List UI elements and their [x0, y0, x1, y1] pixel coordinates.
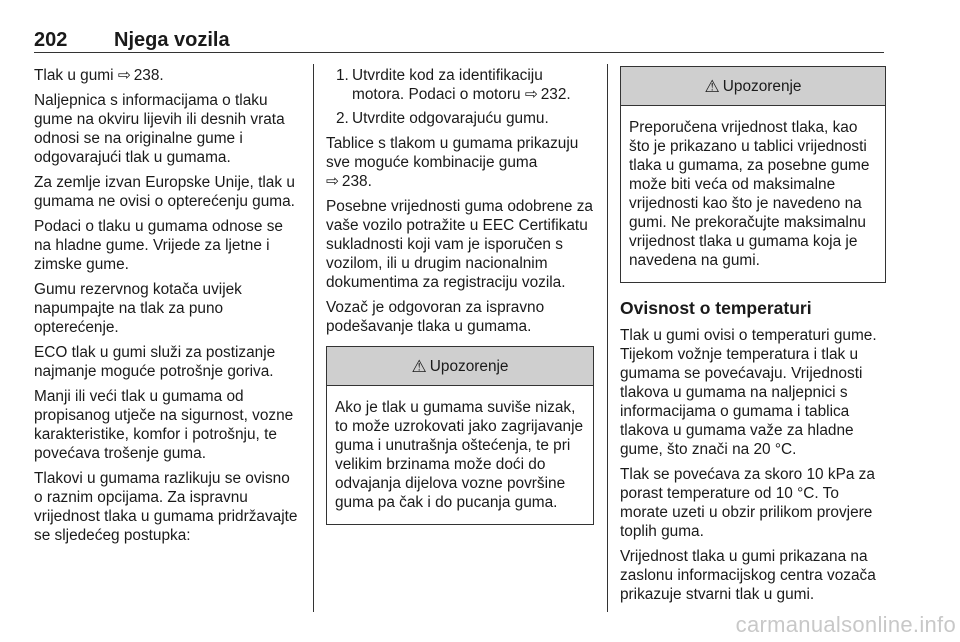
column-divider-2 [607, 64, 608, 612]
list-item: 2. Utvrdite odgovarajuću gumu. [336, 110, 549, 127]
paragraph: Tlak se povećava za skoro 10 kPa za porast temperature od 10 °C. To morate uzeti u obzir prilikom provjere toplih guma. [620, 466, 875, 540]
paragraph: Tlak u gumi ⇨ 238. [34, 66, 300, 85]
paragraph: Za zemlje izvan Europske Unije, tlak u gumama ne ovisi o opterećenju guma. [34, 174, 295, 210]
section-heading: Ovisnost o temperaturi [620, 298, 812, 318]
page-reference[interactable]: ⇨ 238. [118, 67, 164, 84]
warning-box [326, 346, 594, 525]
paragraph: Vozač je odgovoran za ispravno podešavanje tlaka u gumama. [326, 299, 545, 335]
paragraph: Tablice s tlakom u gumama prikazuju sve moguće kombinacije guma ⇨ 238. [326, 134, 594, 191]
page-reference[interactable]: ⇨ 232. [525, 86, 571, 103]
header-rule [34, 52, 884, 53]
warning-header [327, 347, 593, 386]
paragraph: Naljepnica s informacijama o tlaku gume na okviru lijevih ili desnih vrata odnosi se na originalne gume i odgovarajući tlak u gumama. [34, 92, 285, 166]
paragraph: ECO tlak u gumi služi za postizanje najmanje moguće potrošnje goriva. [34, 344, 276, 380]
page-header [34, 28, 884, 52]
column-2 [326, 66, 594, 539]
paragraph: Posebne vrijednosti guma odobrene za vaše vozilo potražite u EEC Certifikatu sukladnosti koji vam je isporučen s vozilom, ili u drugim nacionalnim dokumentima za registraciju vozila. [326, 198, 593, 291]
warning-triangle-icon: ⚠ [411, 356, 427, 376]
warning-triangle-icon: ⚠ [704, 76, 720, 96]
paragraph: Tlakovi u gumama razlikuju se ovisno o raznim opcijama. Za ispravnu vrijednost tlaka u gumama pridržavajte se sljedećeg postupka: [34, 470, 298, 544]
warning-title: Upozorenje [722, 77, 802, 95]
column-1 [34, 66, 300, 551]
warning-text: Preporučena vrijednost tlaka, kao što je prikazano u tablici vrijednosti tlaka u gumama, za posebne gume može biti veća od maksimalne vrijednosti kao što je navedeno na gumi. Ne prekoračujte maksimalnu vrijednost tlaka u gumama koja je navedena na gumi. [629, 119, 870, 269]
paragraph: Vrijednost tlaka u gumi prikazana na zaslonu informacijskog centra vozača prikazuje stvarni tlak u gumi. [620, 548, 876, 603]
list-item: 1. Utvrdite kod za identifikaciju motora. Podaci o motoru ⇨ 232. [326, 66, 594, 104]
page-number: 202 [34, 29, 68, 51]
page-reference[interactable]: ⇨ 238. [326, 173, 372, 190]
paragraph: Gumu rezervnog kotača uvijek napumpajte na tlak za puno opterećenje. [34, 281, 242, 336]
procedure-steps [326, 66, 594, 128]
warning-header [621, 67, 885, 106]
paragraph: Podaci o tlaku u gumama odnose se na hladne gume. Vrijede za ljetne i zimske gume. [34, 218, 283, 273]
watermark: carmanualsonline.info [735, 612, 956, 637]
paragraph: Tlak u gumi ovisi o temperaturi gume. Tijekom vožnje temperatura i tlak u gumama se povećavaju. Vrijednosti tlakova u gumama na naljepnici s informacijama o gumama i tablica tlakova u gumama važe za hladne gume, što znači na 20 °C. [620, 327, 877, 458]
column-3 [620, 66, 886, 610]
paragraph: Manji ili veći tlak u gumama od propisanog utječe na sigurnost, vozne karakteristike, komfor i potrošnju, te povećava trošenje guma. [34, 388, 294, 462]
warning-box [620, 66, 886, 283]
warning-title: Upozorenje [429, 357, 509, 375]
column-divider-1 [313, 64, 314, 612]
warning-text: Ako je tlak u gumama suviše nizak, to može uzrokovati jako zagrijavanje guma i unutrašnja oštećenja, te pri velikim brzinama može doći do odvajanja dijelova vozne površine guma pa čak i do pucanja guma. [335, 399, 584, 511]
chapter-title: Njega vozila [114, 29, 230, 51]
